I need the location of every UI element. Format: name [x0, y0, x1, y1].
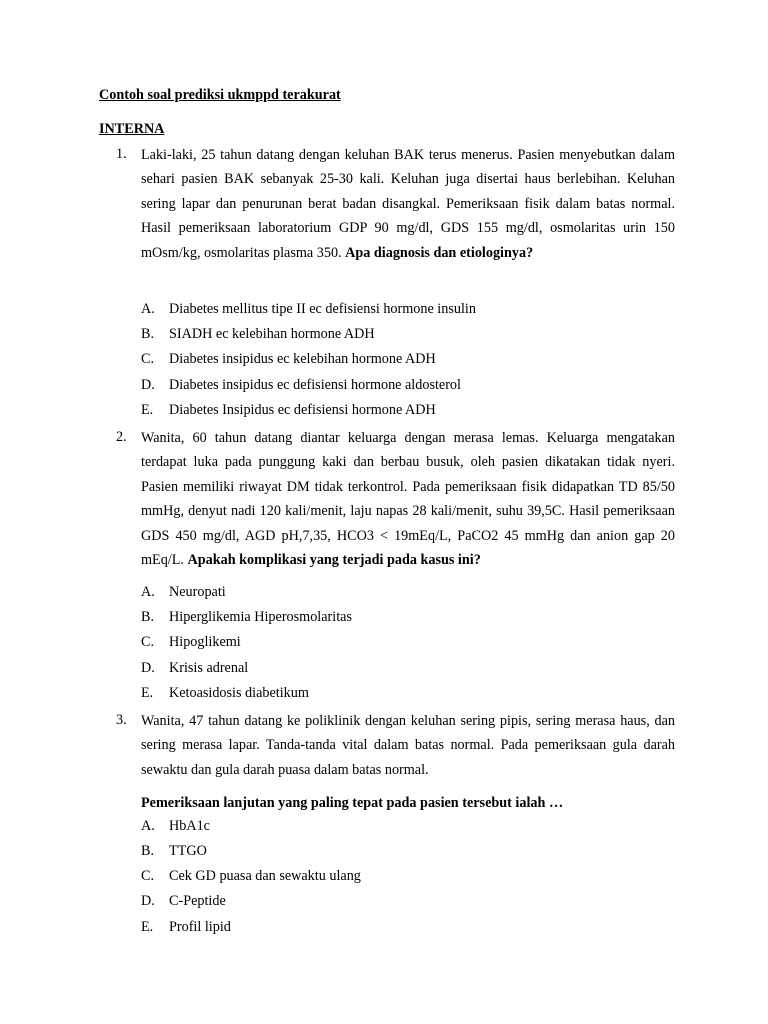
question-2-option-b — [141, 609, 352, 626]
question-2-ask: Apakah komplikasi yang terjadi pada kasus ini? — [187, 552, 481, 569]
question-3-body — [141, 709, 675, 782]
option-text: Diabetes insipidus ec defisiensi hormone aldosterol — [169, 377, 461, 393]
question-3-option-c — [141, 868, 361, 885]
option-text: HbA1c — [169, 818, 210, 834]
question-3-ask: Pemeriksaan lanjutan yang paling tepat pada pasien tersebut ialah … — [141, 795, 564, 811]
option-letter: A. — [141, 584, 155, 600]
option-text: Hipoglikemi — [169, 634, 241, 650]
question-1-option-b — [141, 326, 375, 343]
question-3-text: Wanita, 47 tahun datang ke poliklinik dengan keluhan sering pipis, sering merasa haus, dan sering merasa lapar. Tanda-tanda vital dalam batas normal. Pada pemeriksaan gula darah sewaktu dan gula darah puasa dalam batas normal. — [141, 713, 675, 778]
option-text: Krisis adrenal — [169, 660, 249, 676]
option-letter: C. — [141, 351, 155, 367]
question-1-number: 1. — [116, 146, 127, 162]
question-1-option-c — [141, 351, 436, 368]
option-letter: E. — [141, 919, 154, 935]
option-text: C-Peptide — [169, 893, 226, 909]
question-2-number: 2. — [116, 429, 127, 445]
question-1-text: Laki-laki, 25 tahun datang dengan keluhan BAK terus menerus. Pasien menyebutkan dalam sehari pasien BAK sebanyak 25-30 kali. Keluhan juga disertai haus berlebihan. Keluhan sering lapar dan penurunan berat badan disangkal. Pemeriksaan fisik dalam batas normal. Hasil pemeriksaan laboratorium GDP 90 mg/dl, GDS 155 mg/dl, osmolaritas urin 150 mOsm/kg, osmolaritas plasma 350. — [141, 147, 675, 261]
option-letter: A. — [141, 301, 155, 317]
question-2-option-d — [141, 660, 248, 677]
option-text: Diabetes Insipidus ec defisiensi hormone ADH — [169, 402, 436, 418]
question-3-number: 3. — [116, 712, 127, 728]
option-letter: D. — [141, 377, 155, 393]
section-heading: INTERNA — [99, 121, 165, 137]
option-text: Profil lipid — [169, 919, 231, 935]
option-letter: B. — [141, 609, 155, 625]
option-text: TTGO — [169, 843, 207, 859]
option-letter: E. — [141, 402, 154, 418]
option-text: SIADH ec kelebihan hormone ADH — [169, 326, 375, 342]
question-2-text: Wanita, 60 tahun datang diantar keluarga dengan merasa lemas. Keluarga mengatakan terdapat luka pada punggung kaki dan berbau busuk, oleh pasien dikatakan tidak nyeri. Pasien memiliki riwayat DM tidak terkontrol. Pada pemeriksaan fisik didapatkan TD 85/50 mmHg, denyut nadi 120 kali/menit, laju napas 28 kali/menit, suhu 39,5C. Hasil pemeriksaan GDS 450 mg/dl, AGD pH,7,35, HCO3 < 19mEq/L, PaCO2 45 mmHg dan anion gap 20 mEq/L. — [141, 430, 675, 569]
option-letter: E. — [141, 685, 154, 701]
question-3-option-a — [141, 818, 210, 835]
question-1-option-e — [141, 402, 436, 419]
option-text: Diabetes mellitus tipe II ec defisiensi hormone insulin — [169, 301, 476, 317]
question-1-body — [141, 143, 675, 265]
option-letter: C. — [141, 868, 155, 884]
option-letter: A. — [141, 818, 155, 834]
question-2-option-a — [141, 584, 226, 601]
option-text: Ketoasidosis diabetikum — [169, 685, 309, 701]
question-2-option-e — [141, 685, 309, 702]
question-1-ask: Apa diagnosis dan etiologinya? — [345, 244, 534, 261]
option-text: Diabetes insipidus ec kelebihan hormone ADH — [169, 351, 436, 367]
option-text: Cek GD puasa dan sewaktu ulang — [169, 868, 361, 884]
option-letter: D. — [141, 660, 155, 676]
question-3-option-b — [141, 843, 207, 860]
question-2-body — [141, 426, 675, 572]
option-letter: B. — [141, 843, 155, 859]
option-text: Neuropati — [169, 584, 226, 600]
option-text: Hiperglikemia Hiperosmolaritas — [169, 609, 352, 625]
document-title: Contoh soal prediksi ukmppd terakurat — [99, 87, 341, 103]
option-letter: C. — [141, 634, 155, 650]
option-letter: D. — [141, 893, 155, 909]
question-1-option-a — [141, 301, 476, 318]
question-3-option-d — [141, 893, 226, 910]
question-1-option-d — [141, 377, 461, 394]
question-3-option-e — [141, 919, 231, 936]
question-2-option-c — [141, 634, 241, 651]
option-letter: B. — [141, 326, 155, 342]
